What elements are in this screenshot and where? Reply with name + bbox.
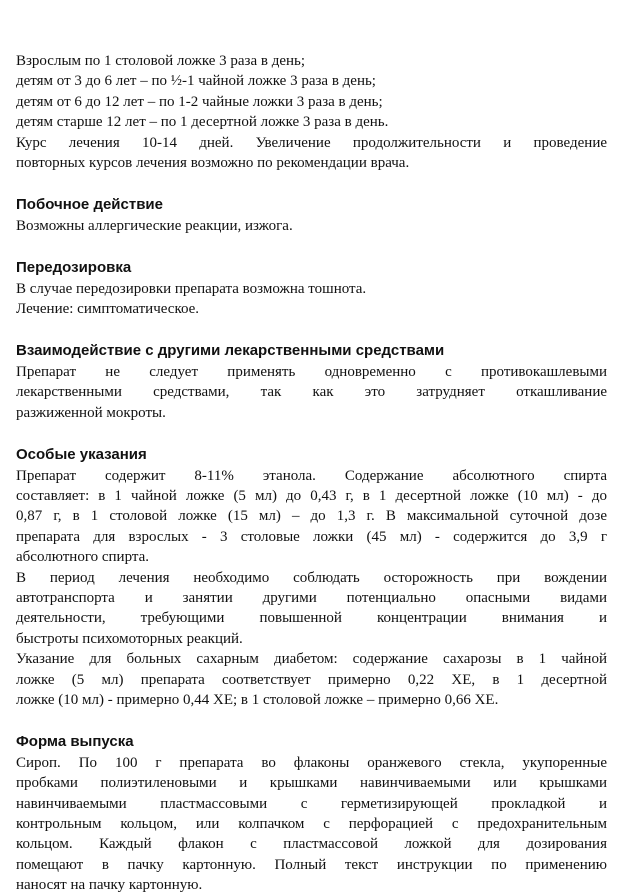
interaction-section: [16, 341, 607, 423]
interaction-text: [16, 362, 607, 423]
text-line: автотранспорта и занятии другими потенциально опасными видами: [16, 589, 607, 606]
section-heading: Передозировка: [16, 259, 132, 277]
text-line: ложке (10 мл) - примерно 0,44 ХЕ; в 1 столовой ложке – примерно 0,66 ХЕ.: [16, 691, 499, 708]
text-line: препарата для взрослых - 3 столовые ложки (45 мл) - содержится до 3,9 г: [16, 528, 607, 545]
text-line: абсолютного спирта.: [16, 549, 150, 566]
release-form-section: [16, 732, 607, 895]
side-effects-text: [16, 216, 607, 236]
text-line: разжиженной мокроты.: [16, 404, 166, 421]
text-line: Лечение: симптоматическое.: [16, 301, 200, 318]
section-heading: Взаимодействие с другими лекарственными средствами: [16, 342, 445, 360]
text-line: деятельности, требующими повышенной концентрации внимания и: [16, 610, 607, 627]
overdose-section: [16, 258, 607, 319]
text-line: В случае передозировки препарата возможна тошнота.: [16, 280, 367, 297]
text-line: кольцом. Каждый флакон с пластмассовой ложкой для дозирования: [16, 836, 607, 853]
section-heading: Форма выпуска: [16, 733, 134, 751]
text-line: Препарат содержит 8-11% этанола. Содержание абсолютного спирта: [16, 467, 607, 484]
section-heading: Особые указания: [16, 446, 147, 464]
text-line: Препарат не следует применять одновременно с противокашлевыми: [16, 363, 607, 380]
text-line: Взрослым по 1 столовой ложке 3 раза в день;: [16, 53, 306, 69]
special-instructions-section: [16, 445, 607, 710]
text-line: лекарственными средствами, так как это затрудняет откашливание: [16, 384, 607, 401]
dosage-section: [16, 51, 607, 173]
text-line: ложке (5 мл) препарата соответствует примерно 0,22 ХЕ, в 1 десертной: [16, 671, 607, 688]
side-effects-section: [16, 195, 607, 236]
text-line: составляет: в 1 чайной ложке (5 мл) до 0,43 г, в 1 десертной ложке (10 мл) - до: [16, 487, 607, 504]
text-line: пробками полиэтиленовыми и крышками навинчиваемыми или крышками: [16, 775, 607, 792]
dosage-text: [16, 51, 607, 173]
text-line: Курс лечения 10-14 дней. Увеличение продолжительности и проведение: [16, 134, 607, 151]
text-line: детям старше 12 лет – по 1 десертной ложке 3 раза в день.: [16, 114, 389, 131]
text-line: Указание для больных сахарным диабетом: содержание сахарозы в 1 чайной: [16, 651, 607, 668]
text-line: В период лечения необходимо соблюдать осторожность при вождении: [16, 569, 607, 586]
text-line: повторных курсов лечения возможно по рекомендации врача.: [16, 155, 410, 172]
text-line: Сироп. По 100 г препарата во флаконы оранжевого стекла, укупоренные: [16, 754, 607, 771]
release-form-text: [16, 753, 607, 896]
text-line: детям от 3 до 6 лет – по ½-1 чайной ложке 3 раза в день;: [16, 73, 376, 90]
overdose-text: [16, 279, 607, 320]
text-line: быстроты психомоторных реакций.: [16, 630, 243, 647]
section-heading: Побочное действие: [16, 196, 163, 214]
text-line: Возможны аллергические реакции, изжога.: [16, 217, 293, 234]
text-line: наносят на пачку картонную.: [16, 877, 203, 894]
special-instructions-text: [16, 466, 607, 711]
text-line: детям от 6 до 12 лет – по 1-2 чайные ложки 3 раза в день;: [16, 93, 383, 110]
text-line: 0,87 г, в 1 столовой ложке (15 мл) – до 1,3 г. В максимальной суточной дозе: [16, 508, 607, 525]
text-line: навинчиваемыми пластмассовыми с герметизирующей прокладкой и: [16, 795, 607, 812]
text-line: контрольным кольцом, или колпачком с перфорацией с предохранительным: [16, 816, 607, 832]
text-line: помещают в пачку картонную. Полный текст инструкции по применению: [16, 856, 607, 873]
